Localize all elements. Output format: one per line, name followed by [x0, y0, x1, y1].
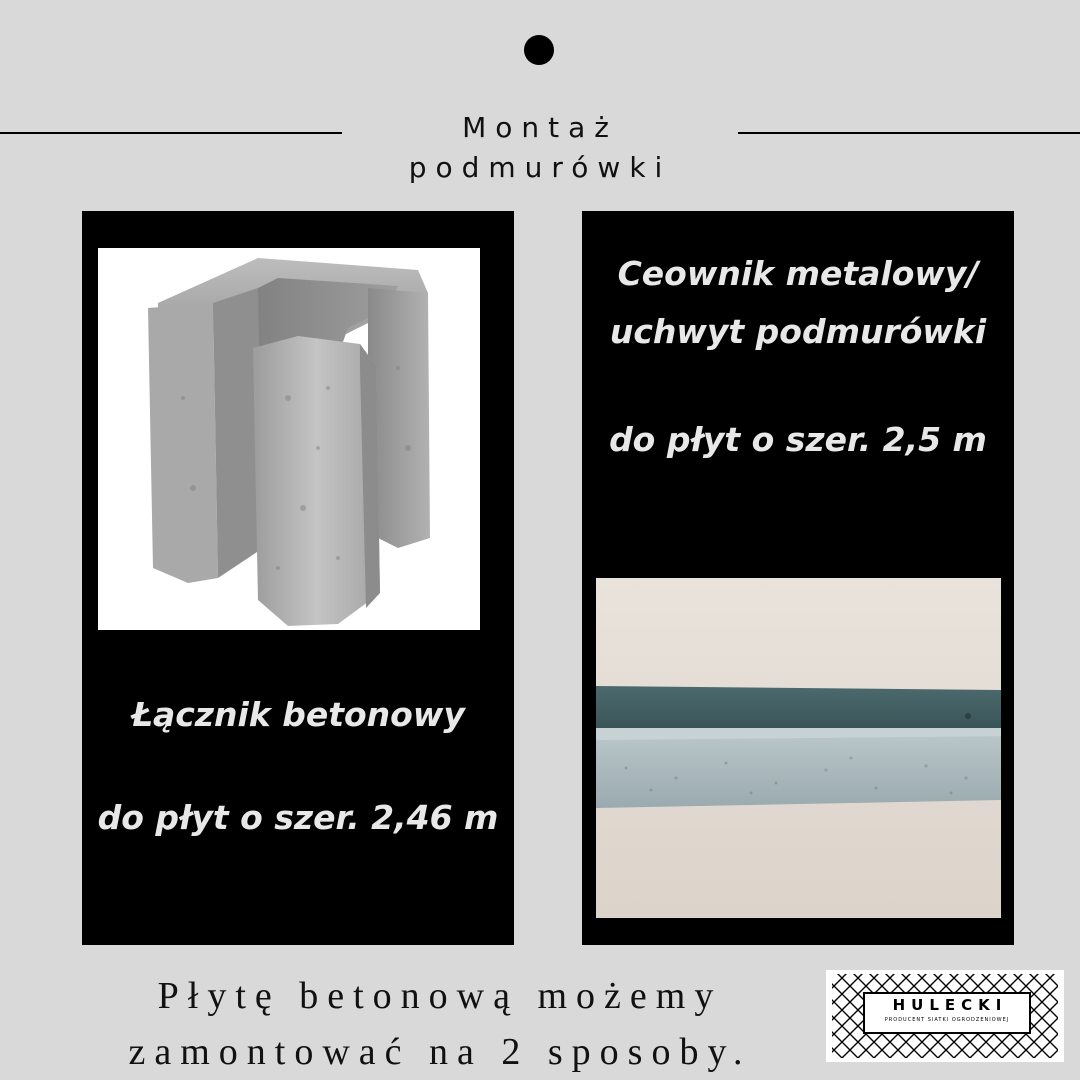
- footer-caption-line-2: zamontować na 2 sposoby.: [128, 1031, 752, 1073]
- decorative-dot: [524, 35, 554, 65]
- concrete-connector-title: Łącznik betonowy: [131, 695, 465, 734]
- page-title: [340, 108, 740, 188]
- metal-channel-photo: [596, 578, 1001, 918]
- page-title-line-2: podmurówki: [408, 151, 672, 184]
- brand-logo: [826, 970, 1064, 1062]
- divider-right: [738, 132, 1080, 134]
- concrete-connector-width: do płyt o szer. 2,46 m: [97, 798, 499, 837]
- metal-channel-width: do płyt o szer. 2,5 m: [609, 420, 987, 459]
- logo-tagline: PRODUCENT SIATKI OGRODZENIOWEJ: [884, 1017, 1010, 1023]
- concrete-connector-photo: [98, 248, 480, 630]
- footer-caption-line-1: Płytę betonową możemy: [157, 975, 723, 1017]
- metal-channel-title-line-1: Ceownik metalowy/: [617, 254, 979, 293]
- footer-caption: [60, 968, 820, 1080]
- divider-left: [0, 132, 342, 134]
- logo-nameplate: [863, 992, 1031, 1034]
- metal-channel-title-line-2: uchwyt podmurówki: [609, 312, 987, 351]
- logo-name: HULECKI: [892, 996, 1008, 1014]
- page-title-line-1: Montaż: [462, 111, 618, 144]
